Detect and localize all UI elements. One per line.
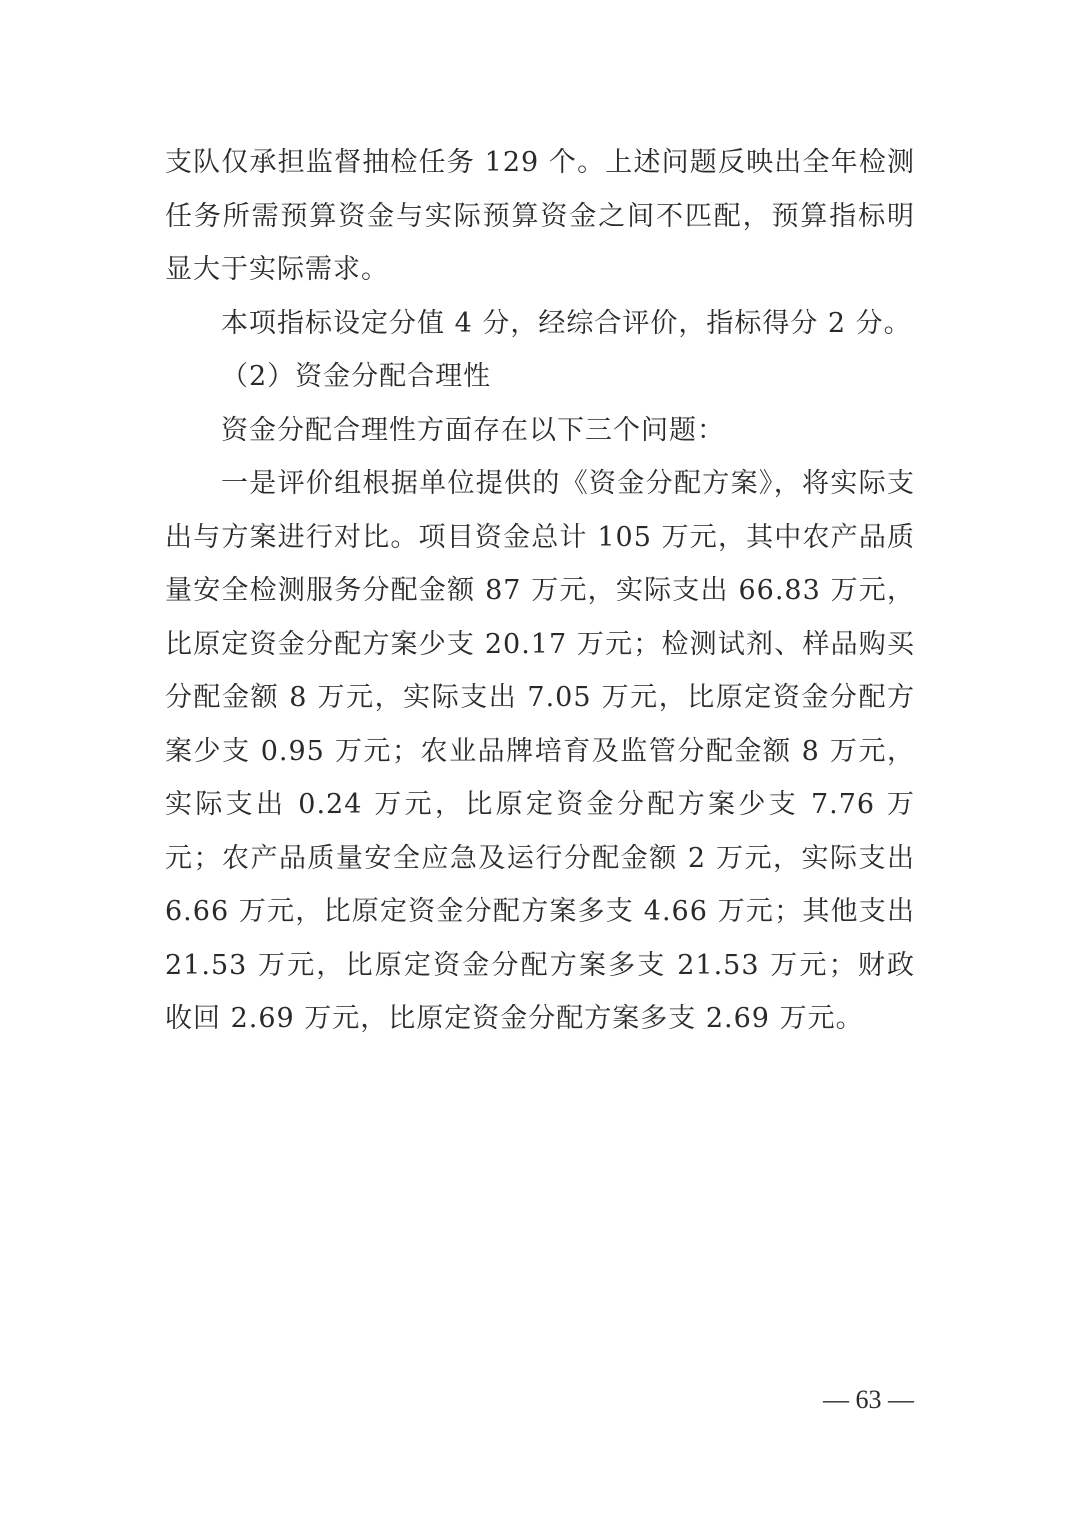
paragraph-continuation: 支队仅承担监督抽检任务 129 个。上述问题反映出全年检测任务所需预算资金与实际预算资金之间不匹配，预算指标明显大于实际需求。 bbox=[165, 147, 915, 285]
paragraph-intro: 资金分配合理性方面存在以下三个问题： bbox=[221, 414, 725, 446]
paragraph-score: 本项指标设定分值 4 分，经综合评价，指标得分 2 分。 bbox=[221, 307, 912, 339]
paragraph-detail: 一是评价组根据单位提供的《资金分配方案》，将实际支出与方案进行对比。项目资金总计 105 万元，其中农产品质量安全检测服务分配金额 87 万元，实际支出 66.83 万元，比原定资金分配方案少支 20.17 万元；检测试剂、样品购买分配金额 8 万元，实际支出 7.05 万元，比原定资金分配方案少支 0.95 万元；农业品牌培育及监管分配金额 8 万元，实际支出 0.24 万元，比原定资金分配方案少支 7.76 万元；农产品质量安全应急及运行分配金额 2 万元，实际支出 6.66 万元，比原定资金分配方案多支 4.66 万元；其他支出 21.53 万元，比原定资金分配方案多支 21.53 万元；财政收回 2.69 万元，比原定资金分配方案多支 2.69 万元。 bbox=[165, 468, 915, 1034]
section-heading: （2）资金分配合理性 bbox=[221, 361, 492, 392]
body-text bbox=[165, 136, 915, 1046]
page-number: — 63 — bbox=[823, 1385, 914, 1414]
